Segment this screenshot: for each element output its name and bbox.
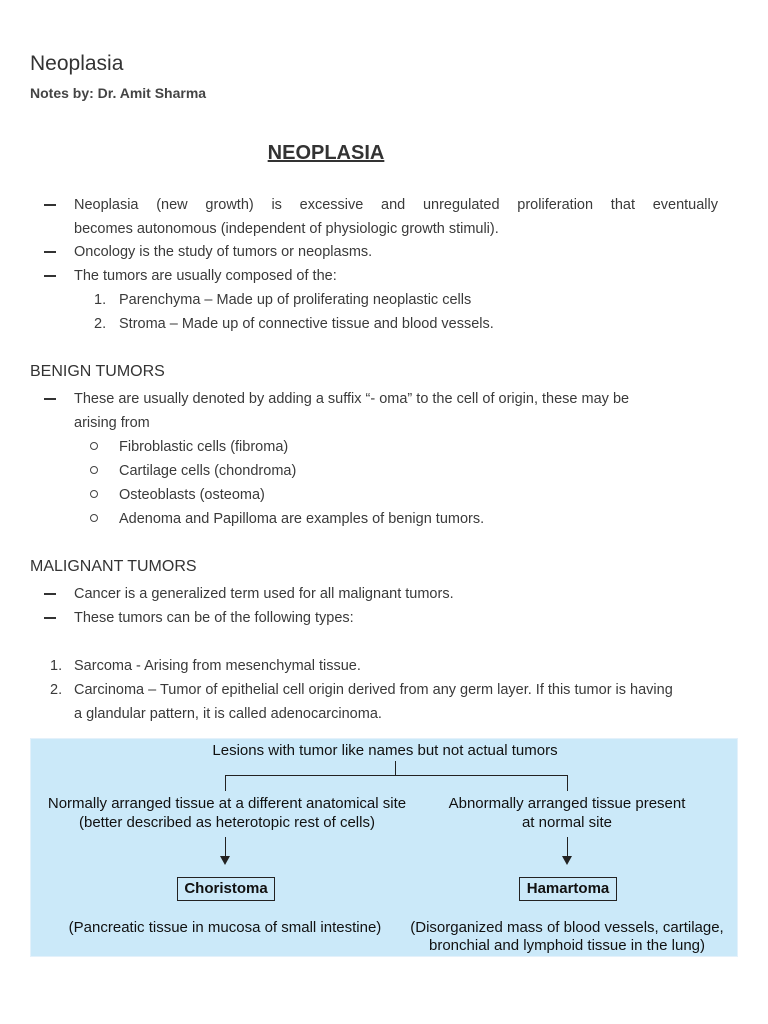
dash-bullet bbox=[44, 204, 56, 206]
malignant-bullet-1: Cancer is a generalized term used for all malignant tumors. bbox=[74, 586, 454, 602]
diagram-title: Lesions with tumor like names but not actual tumors bbox=[212, 742, 558, 759]
dash-bullet bbox=[44, 251, 56, 253]
dash-bullet bbox=[44, 617, 56, 619]
diagram-right-example-line-1: (Disorganized mass of blood vessels, cartilage, bbox=[410, 919, 724, 936]
list-number: 2. bbox=[94, 316, 107, 332]
arrow-down-icon bbox=[220, 856, 230, 865]
circle-bullet bbox=[90, 442, 98, 450]
diagram-left-line-1: Normally arranged tissue at a different anatomical site bbox=[47, 795, 407, 812]
malignant-type-1: Sarcoma - Arising from mesenchymal tissue. bbox=[74, 658, 361, 674]
diagram-left-example: (Pancreatic tissue in mucosa of small intestine) bbox=[68, 919, 382, 936]
list-number: 1. bbox=[50, 658, 63, 674]
diagram-left-line-2: (better described as heterotopic rest of cells) bbox=[79, 814, 375, 831]
dash-bullet bbox=[44, 398, 56, 400]
benign-bullet-line-1: These are usually denoted by adding a suffix “- oma” to the cell of origin, these may be bbox=[74, 391, 630, 407]
intro-bullet-1-line-2: becomes autonomous (independent of physiologic growth stimuli). bbox=[74, 221, 499, 237]
lesions-diagram bbox=[30, 738, 738, 957]
document-title: Neoplasia bbox=[30, 52, 124, 75]
intro-bullet-1-line-1: Neoplasia (new growth) is excessive and unregulated proliferation that eventually bbox=[74, 197, 718, 213]
malignant-bullet-2: These tumors can be of the following types: bbox=[74, 610, 354, 626]
list-number: 1. bbox=[94, 292, 107, 308]
connector-line bbox=[567, 775, 568, 791]
circle-bullet bbox=[90, 466, 98, 474]
diagram-right-example-line-2: bronchial and lymphoid tissue in the lung) bbox=[429, 937, 705, 954]
malignant-type-2-line-2: a glandular pattern, it is called adenocarcinoma. bbox=[74, 706, 382, 722]
dash-bullet bbox=[44, 275, 56, 277]
list-number: 2. bbox=[50, 682, 63, 698]
hamartoma-box: Hamartoma bbox=[519, 877, 617, 901]
benign-item: Fibroblastic cells (fibroma) bbox=[119, 439, 289, 455]
diagram-right-line-1: Abnormally arranged tissue present bbox=[448, 795, 686, 812]
benign-item: Adenoma and Papilloma are examples of benign tumors. bbox=[119, 511, 485, 527]
connector-line bbox=[395, 761, 396, 775]
circle-bullet bbox=[90, 514, 98, 522]
benign-item: Osteoblasts (osteoma) bbox=[119, 487, 265, 503]
intro-sub-item-2: Stroma – Made up of connective tissue and blood vessels. bbox=[119, 316, 494, 332]
circle-bullet bbox=[90, 490, 98, 498]
connector-line bbox=[225, 775, 226, 791]
main-heading: NEOPLASIA bbox=[267, 142, 385, 164]
intro-bullet-2: Oncology is the study of tumors or neoplasms. bbox=[74, 244, 373, 260]
benign-item: Cartilage cells (chondroma) bbox=[119, 463, 297, 479]
malignant-heading: MALIGNANT TUMORS bbox=[30, 558, 197, 575]
intro-sub-item-1: Parenchyma – Made up of proliferating neoplastic cells bbox=[119, 292, 472, 308]
arrow-shaft bbox=[225, 837, 226, 857]
benign-heading: BENIGN TUMORS bbox=[30, 363, 165, 380]
intro-bullet-3: The tumors are usually composed of the: bbox=[74, 268, 337, 284]
choristoma-box: Choristoma bbox=[177, 877, 275, 901]
arrow-down-icon bbox=[562, 856, 572, 865]
dash-bullet bbox=[44, 593, 56, 595]
connector-line bbox=[225, 775, 568, 776]
benign-bullet-line-2: arising from bbox=[74, 415, 150, 431]
arrow-shaft bbox=[567, 837, 568, 857]
document-author: Notes by: Dr. Amit Sharma bbox=[30, 85, 207, 101]
malignant-type-2-line-1: Carcinoma – Tumor of epithelial cell origin derived from any germ layer. If this tumor is having bbox=[74, 682, 673, 698]
diagram-right-line-2: at normal site bbox=[521, 814, 613, 831]
